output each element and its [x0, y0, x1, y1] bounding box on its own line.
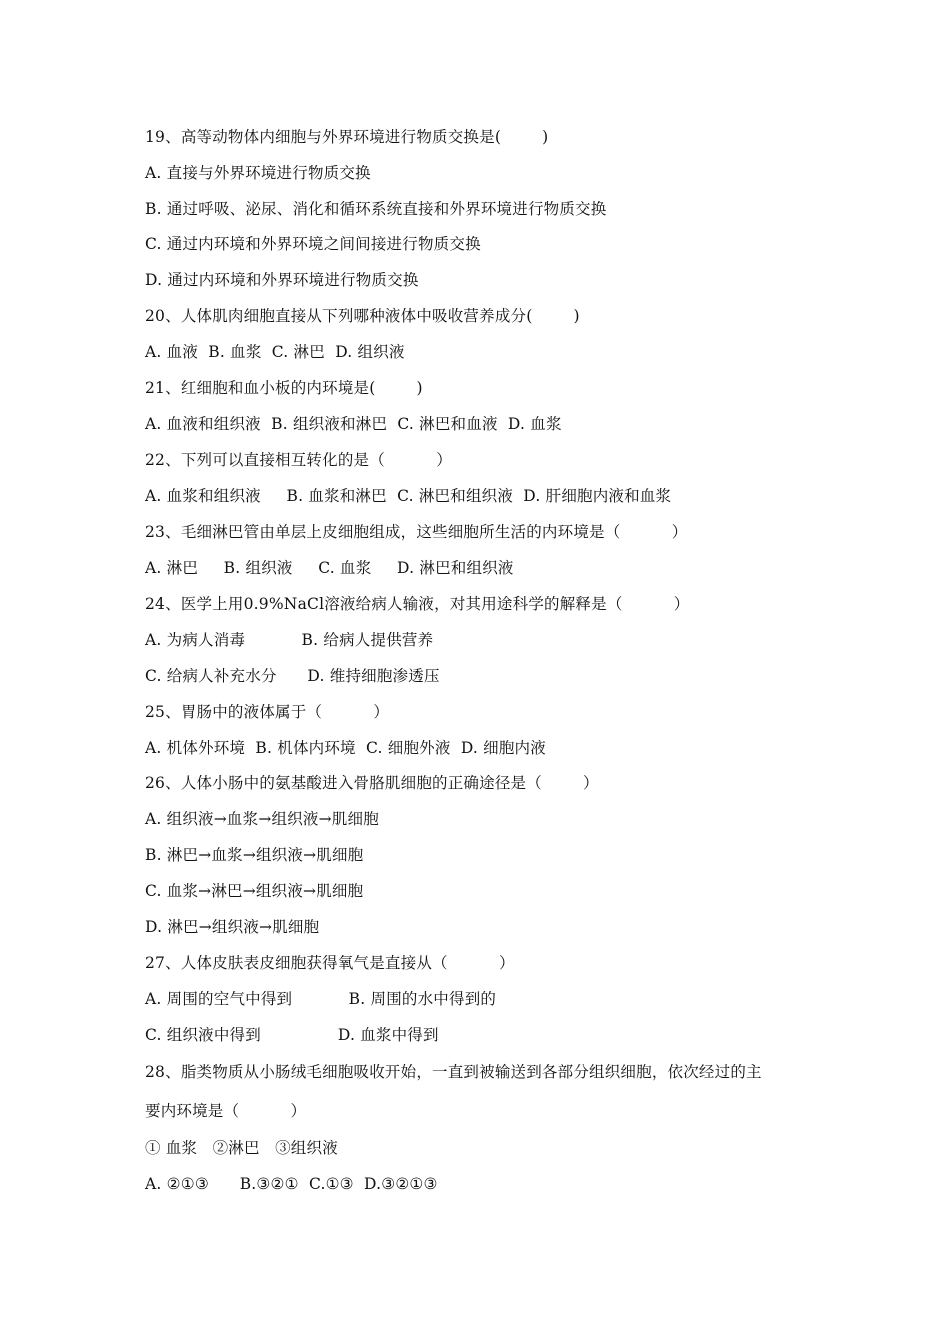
question-28-continued: 要内环境是（ ） — [145, 1102, 307, 1120]
question-28: 28、脂类物质从小肠绒毛细胞吸收开始，一直到被输送到各部分组织细胞，依次经过的主 — [145, 1063, 762, 1081]
options-22: A. 血浆和组织液 B. 血浆和淋巴 C. 淋巴和组织液 D. 肝细胞内液和血浆 — [145, 487, 672, 505]
option-19-a: A. 直接与外界环境进行物质交换 — [145, 164, 371, 182]
question-22: 22、下列可以直接相互转化的是（ ） — [145, 451, 452, 469]
options-21: A. 血液和组织液 B. 组织液和淋巴 C. 淋巴和血液 D. 血浆 — [145, 415, 562, 433]
question-24: 24、医学上用0.9%NaCl溶液给病人输液，对其用途科学的解释是（ ） — [145, 595, 690, 613]
options-25: A. 机体外环境 B. 机体内环境 C. 细胞外液 D. 细胞内液 — [145, 739, 546, 757]
option-19-c: C. 通过内环境和外界环境之间间接进行物质交换 — [145, 235, 481, 253]
options-24-ab: A. 为病人消毒 B. 给病人提供营养 — [145, 631, 434, 649]
question-20: 20、人体肌肉细胞直接从下列哪种液体中吸收营养成分( ) — [145, 307, 580, 325]
options-24-cd: C. 给病人补充水分 D. 维持细胞渗透压 — [145, 667, 440, 685]
option-26-b: B. 淋巴→血浆→组织液→肌细胞 — [145, 846, 364, 864]
option-26-a: A. 组织液→血浆→组织液→肌细胞 — [145, 810, 379, 828]
legend-28: ① 血浆 ②淋巴 ③组织液 — [145, 1139, 338, 1157]
options-28: A. ②①③ B.③②① C.①③ D.③②①③ — [145, 1175, 438, 1193]
question-27: 27、人体皮肤表皮细胞获得氧气是直接从（ ） — [145, 954, 515, 972]
question-26: 26、人体小肠中的氨基酸进入骨胳肌细胞的正确途径是（ ） — [145, 774, 599, 792]
question-25: 25、胃肠中的液体属于（ ） — [145, 703, 390, 721]
question-21: 21、红细胞和血小板的内环境是( ) — [145, 379, 423, 397]
option-26-d: D. 淋巴→组织液→肌细胞 — [145, 918, 320, 936]
options-27-cd: C. 组织液中得到 D. 血浆中得到 — [145, 1026, 439, 1044]
option-26-c: C. 血浆→淋巴→组织液→肌细胞 — [145, 882, 364, 900]
options-27-ab: A. 周围的空气中得到 B. 周围的水中得到的 — [145, 990, 497, 1008]
question-23: 23、毛细淋巴管由单层上皮细胞组成，这些细胞所生活的内环境是（ ） — [145, 523, 688, 541]
options-23: A. 淋巴 B. 组织液 C. 血浆 D. 淋巴和组织液 — [145, 559, 514, 577]
question-19: 19、高等动物体内细胞与外界环境进行物质交换是( ) — [145, 128, 549, 146]
option-19-d: D. 通过内环境和外界环境进行物质交换 — [145, 271, 419, 289]
option-19-b: B. 通过呼吸、泌尿、消化和循环系统直接和外界环境进行物质交换 — [145, 200, 607, 218]
options-20: A. 血液 B. 血浆 C. 淋巴 D. 组织液 — [145, 343, 405, 361]
